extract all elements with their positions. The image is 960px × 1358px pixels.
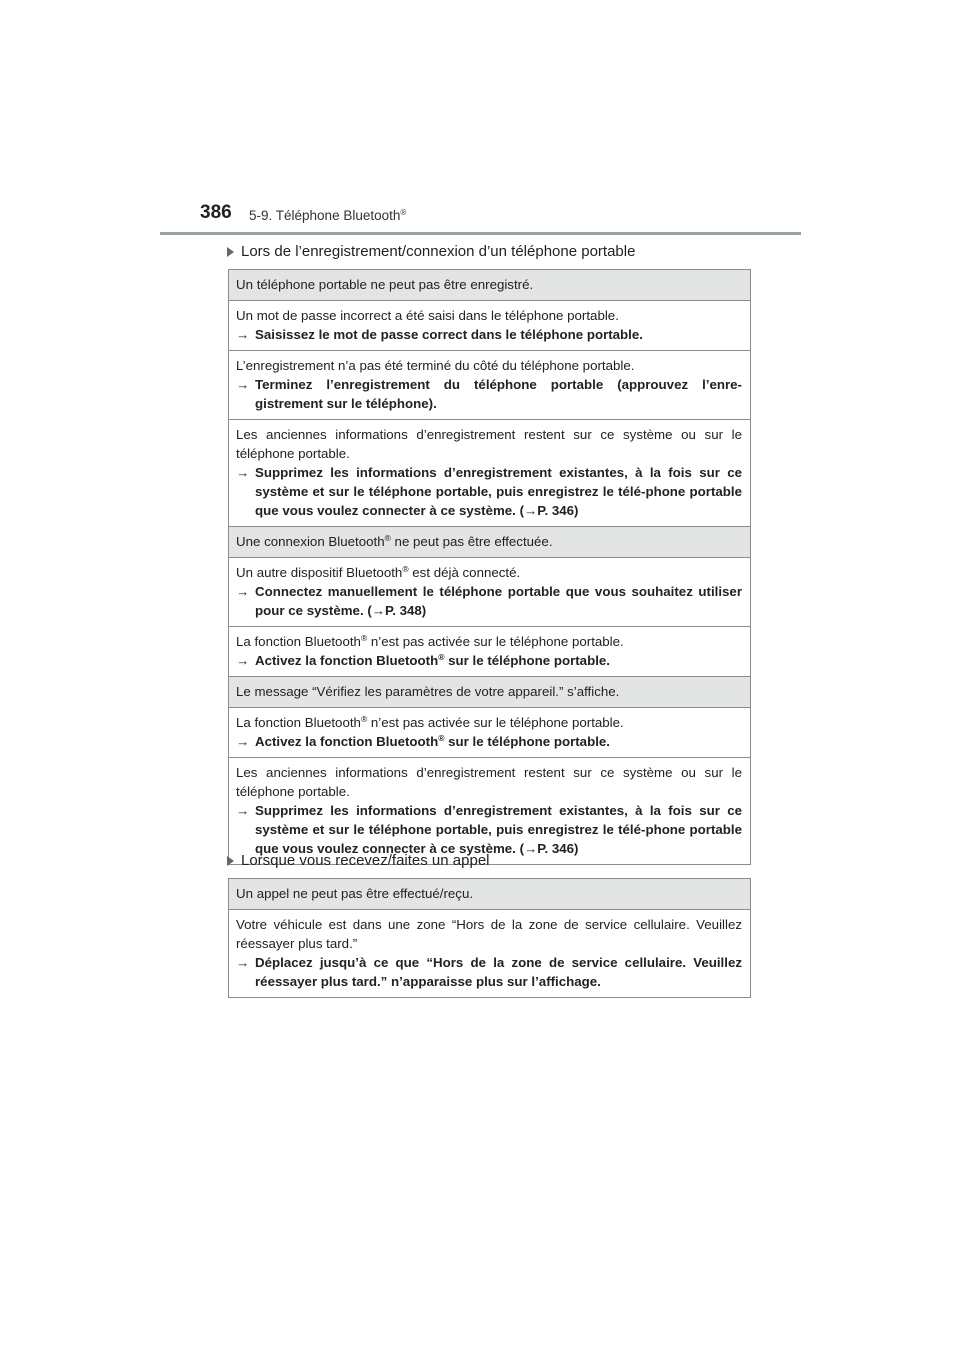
arrow-right-icon: → xyxy=(236,955,250,970)
troubleshooting-table xyxy=(228,878,751,998)
cause-cell xyxy=(229,910,751,998)
action-text: Connectez manuellement le téléphone portable que vous souhaitez utiliser pour ce système. (→P. 348) xyxy=(255,584,742,618)
cause-cell xyxy=(229,708,751,758)
arrow-right-icon: → xyxy=(236,327,250,342)
cause-cell xyxy=(229,420,751,527)
cause-text: La fonction Bluetooth® n’est pas activée sur le téléphone portable. xyxy=(236,633,624,649)
cause-cell xyxy=(229,558,751,627)
cause-text: Votre véhicule est dans une zone “Hors de la zone de service cellulaire. Veuillez réessayer plus tard.” xyxy=(236,917,742,951)
arrow-right-icon: → xyxy=(236,653,250,668)
cause-text: Les anciennes informations d’enregistrement restent sur ce système ou sur le téléphone portable. xyxy=(236,427,742,461)
subsection-heading xyxy=(227,852,490,869)
arrow-right-icon: → xyxy=(236,377,250,392)
cause-text: La fonction Bluetooth® n’est pas activée sur le téléphone portable. xyxy=(236,714,624,730)
action-text: Saisissez le mot de passe correct dans le téléphone portable. xyxy=(255,327,643,342)
triangle-bullet-icon xyxy=(227,247,234,257)
arrow-right-icon: → xyxy=(236,465,250,480)
cause-cell xyxy=(229,351,751,420)
action-line xyxy=(236,375,742,413)
arrow-right-icon: → xyxy=(236,734,250,749)
troubleshooting-table xyxy=(228,269,751,865)
action-text: Terminez l’enregistrement du téléphone portable (approuvez l’enre-gistrement sur le téléphone). xyxy=(255,377,742,411)
cause-text: Les anciennes informations d’enregistrement restent sur ce système ou sur le téléphone portable. xyxy=(236,765,742,799)
action-text: Activez la fonction Bluetooth® sur le téléphone portable. xyxy=(255,733,610,749)
cause-text: Un autre dispositif Bluetooth® est déjà connecté. xyxy=(236,564,521,580)
action-text: Supprimez les informations d’enregistrement existantes, à la fois sur ce système et sur le téléphone portable, puis enregistrez le télé-phone portable que vous voulez connecter à ce système. (→P. 346) xyxy=(255,465,742,518)
cause-cell xyxy=(229,301,751,351)
symptom-cell: Un téléphone portable ne peut pas être enregistré. xyxy=(229,270,751,301)
symptom-cell: Le message “Vérifiez les paramètres de votre appareil.” s’affiche. xyxy=(229,677,751,708)
cause-cell xyxy=(229,627,751,677)
cause-text: Un mot de passe incorrect a été saisi dans le téléphone portable. xyxy=(236,308,619,323)
subsection-heading xyxy=(227,243,635,260)
symptom-cell: Une connexion Bluetooth® ne peut pas être effectuée. xyxy=(229,527,751,558)
action-line xyxy=(236,582,742,620)
arrow-right-icon: → xyxy=(236,803,250,818)
action-text: Déplacez jusqu’à ce que “Hors de la zone de service cellulaire. Veuillez réessayer plus tard.” n’apparaisse plus sur l’affichage. xyxy=(255,955,742,989)
subsection-title: Lorsque vous recevez/faites un appel xyxy=(241,852,490,869)
action-line xyxy=(236,463,742,520)
arrow-right-icon: → xyxy=(236,584,250,599)
header-rule xyxy=(160,232,801,235)
section-title: 5-9. Téléphone Bluetooth® xyxy=(249,208,407,223)
action-text: Supprimez les informations d’enregistrement existantes, à la fois sur ce système et sur le téléphone portable, puis enregistrez le télé-phone portable que vous voulez connecter à ce système. (→P. 346) xyxy=(255,803,742,856)
page-number: 386 xyxy=(200,202,232,223)
cause-cell xyxy=(229,758,751,865)
action-line xyxy=(236,953,742,991)
action-line xyxy=(236,801,742,858)
cause-text: L’enregistrement n’a pas été terminé du côté du téléphone portable. xyxy=(236,358,635,373)
action-line xyxy=(236,651,742,670)
subsection-title: Lors de l’enregistrement/connexion d’un téléphone portable xyxy=(241,243,636,260)
action-line xyxy=(236,325,742,344)
action-line xyxy=(236,732,742,751)
triangle-bullet-icon xyxy=(227,856,234,866)
symptom-cell: Un appel ne peut pas être effectué/reçu. xyxy=(229,879,751,910)
action-text: Activez la fonction Bluetooth® sur le téléphone portable. xyxy=(255,652,610,668)
page-header xyxy=(200,202,800,234)
